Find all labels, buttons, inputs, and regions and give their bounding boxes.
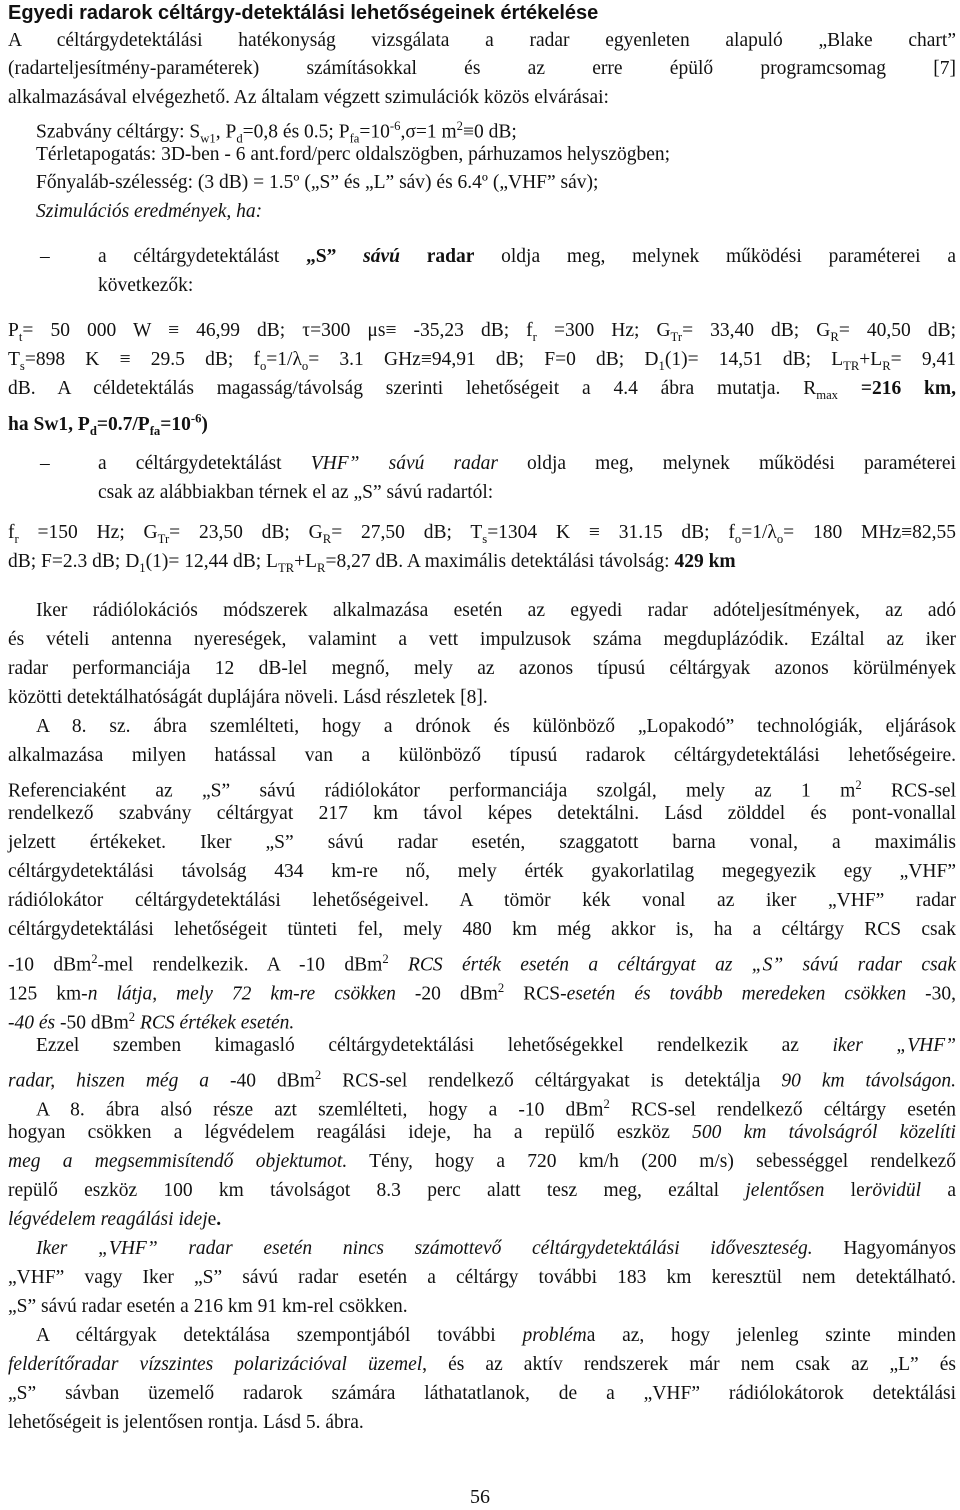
paragraph-line: Főnyaláb-szélesség: (3 dB) = 1.5º („S” és „L” sáv) és 6.4º („VHF” sáv); <box>36 172 599 193</box>
paragraph-line: A céltárgyak detektálása szempontjából további probléma az, hogy jelenleg szinte minden <box>36 1325 956 1346</box>
paragraph-line: „VHF” vagy Iker „S” sávú radar esetén a céltárgy további 183 km keresztül nem detektálható. <box>8 1267 956 1288</box>
paragraph-line: -40 és -50 dBm$^2$ RCS értékek esetén. <box>8 1010 295 1034</box>
paragraph-line: rendelkező szabvány céltárgyat 217 km távol képes detektálni. Lásd zölddel és pont-vonallal <box>8 803 956 824</box>
paragraph-line: $T_s=898$ K ≡ 29.5 dB; $f_o=1/\lambda_o= 3.1$ GHz≡94,91 dB; F=0 dB; $D_1(1)= 14,51$ dB; $L_{TR}+L_R= 9,41$ <box>8 349 956 373</box>
paragraph-line: radar, hiszen még a -40 dBm$^2$ RCS-sel rendelkező céltárgyakat is detektálja 90 km távolságon. <box>8 1068 956 1092</box>
list-item-line: következők: <box>98 275 194 296</box>
paragraph-line: ha Sw1, $P_d=0.7/P_{fa}=10^{-6}$) <box>8 411 208 438</box>
paragraph-line: légvédelem reagálási ideje. <box>8 1209 222 1230</box>
paragraph-line: $f_r =150$ Hz; $G_{Tr}= 23,50$ dB; $G_R= 27,50$ dB; $T_s=1304$ K ≡ 31.15 dB; $f_o=1/\lambda_o= 180$ MHz≡82,55 <box>8 522 956 546</box>
paragraph-line: céltárgydetektálási távolság 434 km-re nő, mely érték gyakorlatilag megegyezik egy „VHF” <box>8 861 956 882</box>
paragraph-line: -10 dBm$^2$-mel rendelkezik. A -10 dBm$^2$ RCS érték esetén a céltárgyat az „S” sávú radar csak <box>8 952 956 976</box>
paragraph-line: Referenciaként az „S” sávú rádiólokátor performanciája szolgál, mely az 1 $m^2$ RCS-sel <box>8 778 956 802</box>
paragraph-line: A 8. sz. ábra szemlélteti, hogy a drónok és különböző „Lopakodó” technológiák, eljárások <box>36 716 956 737</box>
page-number: 56 <box>470 1486 490 1508</box>
paragraph-line: alkalmazásával elvégezhető. Az általam végzett szimulációk közös elvárásai: <box>8 87 609 108</box>
paragraph-line: A céltárgydetektálási hatékonyság vizsgálata a radar egyenleten alapuló „Blake chart” <box>8 30 956 51</box>
paragraph-line: radar performanciája 12 dB-lel megnő, mely az azonos típusú céltárgyak azonos körülmények <box>8 658 956 679</box>
paragraph-line: Szabvány céltárgy: $S_{w1}$, $P_d=0,8$ és 0.5; $P_{fa}=10^{-6},\sigma=1$ $m^2\equiv 0$ dB; <box>36 119 517 146</box>
paragraph-line: alkalmazása milyen hatással van a különböző típusú radarok céltárgydetektálási lehetőségeire. <box>8 745 956 766</box>
paragraph-line: közötti detektálhatóságát duplájára növeli. Lásd részletek [8]. <box>8 687 488 708</box>
paragraph-line: dB. A céldetektálás magasság/távolság szerinti lehetőségeit a 4.4 ábra mutatja. $R_{max} =216$ km, <box>8 378 956 402</box>
page-title: Egyedi radarok céltárgy-detektálási lehetőségeinek értékelése <box>8 2 599 24</box>
paragraph-line: lehetőségeit is jelentősen rontja. Lásd 5. ábra. <box>8 1412 364 1433</box>
paragraph-line: Térletapogatás: 3D-ben - 6 ant.ford/perc oldalszögben, párhuzamos helyszögben; <box>36 144 671 165</box>
paragraph-line: 125 km-n látja, mely 72 km-re csökken -20 dBm$^2$ RCS-esetén és tovább meredeken csökken -30, <box>8 981 956 1005</box>
list-item-line: csak az alábbiakban térnek el az „S” sávú radartól: <box>98 482 494 503</box>
paragraph-line: és vételi antenna nyereségek, valamint a vett impulzusok száma megduplázódik. Ezáltal az iker <box>8 629 956 650</box>
paragraph-line: repülő eszköz 100 km távolságot 8.3 perc alatt tesz meg, ezáltal jelentősen lerövidül a <box>8 1180 957 1201</box>
list-dash: – <box>40 246 50 267</box>
paragraph-line: felderítőradar vízszintes polarizációval üzemel, és az aktív rendszerek már nem csak az „L” és <box>8 1354 956 1375</box>
paragraph-line: rádiólokátor céltárgydetektálási lehetőségeivel. A tömör kék vonal az iker „VHF” radar <box>8 890 956 911</box>
paragraph-line: „S” sávban üzemelő radarok számára láthatatlanok, de a „VHF” rádiólokátorok detektálási <box>8 1383 956 1404</box>
paragraph-line: céltárgydetektálási lehetőségeit tünteti fel, mely 480 km még akkor is, ha a céltárgy RCS csak <box>8 919 956 940</box>
list-item-line: a céltárgydetektálást „S” sávú radar oldja meg, melynek működési paraméterei a <box>98 246 956 267</box>
paragraph-line: $P_t= 50$ 000 W ≡ 46,99 dB; τ=300 μs≡ -35,23 dB; $f_r =300$ Hz; $G_{Tr}= 33,40$ dB; $G_R= 40,50$ dB; <box>8 320 956 344</box>
paragraph-line: Szimulációs eredmények, ha: <box>36 201 263 222</box>
paragraph-line: dB; F=2.3 dB; $D_1(1)= 12,44$ dB; $L_{TR}+L_R=8,27$ dB. A maximális detektálási távolság: 429 km <box>8 551 736 575</box>
paragraph-line: A 8. ábra alsó része azt szemlélteti, hogy a -10 dBm$^2$ RCS-sel rendelkező céltárgy esetén <box>36 1097 956 1121</box>
paragraph-line: jelzett értékeket. Iker „S” sávú radar esetén, szaggatott barna vonal, a maximális <box>8 832 956 853</box>
paragraph-line: Ezzel szemben kimagasló céltárgydetektálási lehetőségekkel rendelkezik az iker „VHF” <box>36 1035 956 1056</box>
paragraph-line: meg a megsemmisítendő objektumot. Tény, hogy a 720 km/h (200 m/s) sebességgel rendelkező <box>8 1151 957 1172</box>
paragraph-line: Iker rádiólokációs módszerek alkalmazása esetén az egyedi radar adóteljesítmények, az adó <box>36 600 956 621</box>
paragraph-line: Iker „VHF” radar esetén nincs számottevő céltárgydetektálási időveszteség. Hagyományos <box>36 1238 956 1259</box>
paragraph-line: (radarteljesítmény-paraméterek) számításokkal és az erre épülő programcsomag [7] <box>8 58 956 79</box>
paragraph-line: hogyan csökken a légvédelem reagálási ideje, ha a repülő eszköz 500 km távolságról közelíti <box>8 1122 956 1143</box>
list-item-line: a céltárgydetektálást VHF” sávú radar oldja meg, melynek működési paraméterei <box>98 453 956 474</box>
list-dash: – <box>40 453 50 474</box>
paragraph-line: „S” sávú radar esetén a 216 km 91 km-rel csökken. <box>8 1296 408 1317</box>
